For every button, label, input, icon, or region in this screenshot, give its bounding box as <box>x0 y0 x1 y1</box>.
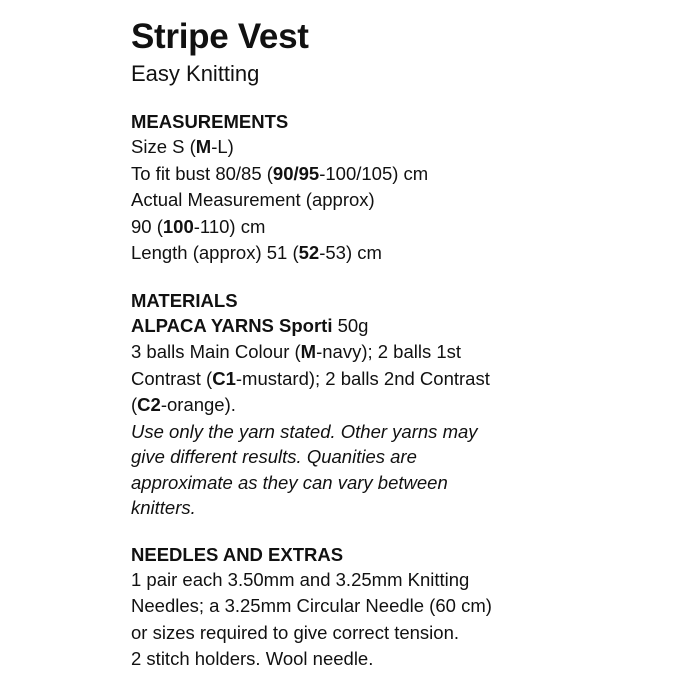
needles-line: or sizes required to give correct tension. <box>131 621 460 643</box>
pattern-page <box>131 16 691 673</box>
yarn-note <box>131 419 691 521</box>
note-line: give different results. Quanities are <box>131 446 417 467</box>
materials-line-2: Contrast (C1-mustard); 2 balls 2nd Contrast <box>131 367 490 389</box>
materials-section <box>131 289 691 521</box>
actual-measurement-label: Actual Measurement (approx) <box>131 189 375 210</box>
note-line: approximate as they can vary between <box>131 471 448 493</box>
bust-line: To fit bust 80/85 (90/95-100/105) cm <box>131 162 429 184</box>
note-line: knitters. <box>131 497 196 518</box>
yarn-line: ALPACA YARNS Sporti 50g <box>131 314 369 336</box>
needles-heading: NEEDLES AND EXTRAS <box>131 543 344 565</box>
length-line: Length (approx) 51 (52-53) cm <box>131 242 382 263</box>
needles-line: 2 stitch holders. Wool needle. <box>131 648 374 669</box>
measurements-section <box>131 110 691 267</box>
actual-measurement-values: 90 (100-110) cm <box>131 215 266 237</box>
size-line: Size S (M-L) <box>131 136 234 157</box>
pattern-subtitle: Easy Knitting <box>131 61 260 86</box>
needles-section <box>131 543 691 673</box>
note-line: Use only the yarn stated. Other yarns may <box>131 420 478 442</box>
materials-heading: MATERIALS <box>131 289 238 311</box>
materials-line-3: (C2-orange). <box>131 394 236 415</box>
pattern-title: Stripe Vest <box>131 17 309 56</box>
needles-line: 1 pair each 3.50mm and 3.25mm Knitting <box>131 568 470 590</box>
measurements-heading: MEASUREMENTS <box>131 111 289 132</box>
materials-line-1: 3 balls Main Colour (M-navy); 2 balls 1st <box>131 341 462 362</box>
needles-line: Needles; a 3.25mm Circular Needle (60 cm) <box>131 595 492 616</box>
